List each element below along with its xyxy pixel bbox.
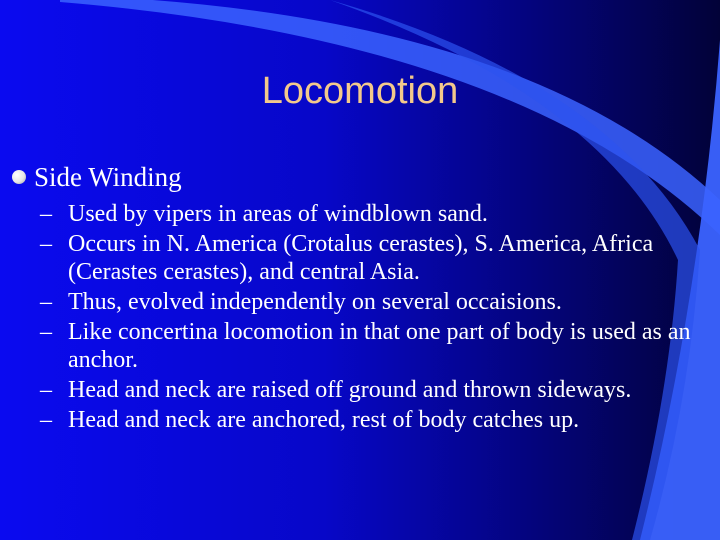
dash-bullet-icon: –	[40, 407, 52, 433]
dash-bullet-icon: –	[40, 201, 52, 227]
subbullet-item: – Used by vipers in areas of windblown sand.	[40, 201, 488, 227]
subbullet-list	[12, 200, 702, 434]
subbullet-item: – Like concertina locomotion in that one part of body is used as an anchor.	[40, 319, 691, 373]
slide-content	[12, 158, 702, 436]
dash-bullet-icon: –	[40, 289, 52, 315]
main-bullet-text: Side Winding	[34, 162, 182, 192]
main-bullet	[12, 158, 702, 196]
dash-bullet-icon: –	[40, 231, 52, 257]
subbullet-item: – Occurs in N. America (Crotalus cerastes), S. America, Africa (Cerastes cerastes), and central Asia.	[40, 231, 654, 285]
slide-title: Locomotion	[261, 70, 459, 112]
subbullet-item: – Head and neck are anchored, rest of body catches up.	[40, 407, 580, 433]
dash-bullet-icon: –	[40, 319, 52, 345]
subbullet-item: – Head and neck are raised off ground and thrown sideways.	[40, 377, 632, 403]
subbullet-item: – Thus, evolved independently on several occaisions.	[40, 289, 562, 315]
bullet-icon	[12, 170, 26, 184]
dash-bullet-icon: –	[40, 377, 52, 403]
